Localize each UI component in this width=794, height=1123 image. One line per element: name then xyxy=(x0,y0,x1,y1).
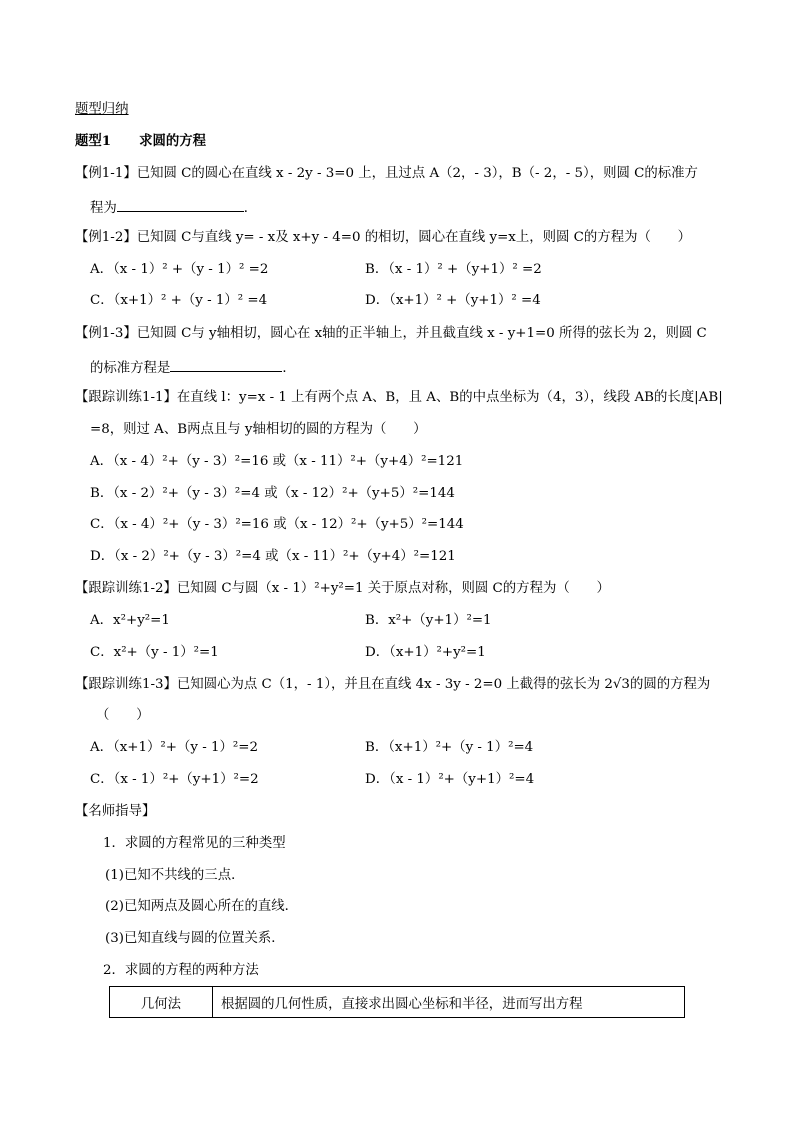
training-1-2-stem: 【跟踪训练1-2】已知圆 C与圆（x - 1）²+y²=1 关于原点对称，则圆 C的方程为（ ） xyxy=(75,581,610,596)
table-row xyxy=(110,987,685,1018)
training-1-3-line2: （ ） xyxy=(96,708,150,723)
methods-table xyxy=(109,986,685,1018)
guide-item-3: (3)已知直线与圆的位置关系． xyxy=(105,931,285,946)
answer-blank[interactable] xyxy=(117,197,244,212)
example-1-1-prefix: 程为 xyxy=(90,201,117,216)
example-1-1-suffix: ． xyxy=(243,201,258,216)
method-name: 几何法 xyxy=(110,987,213,1018)
guide-point-1: 1．求圆的方程常见的三种类型 xyxy=(103,836,286,851)
training-1-3-option-b[interactable]: B．（x+1）²+（y - 1）²=4 xyxy=(365,740,534,755)
training-1-3-option-a[interactable]: A．（x+1）²+（y - 1）²=2 xyxy=(90,740,259,755)
training-1-2-option-d[interactable]: D．（x+1）²+y²=1 xyxy=(365,645,486,660)
training-1-2-option-b[interactable]: B．x²+（y+1）²=1 xyxy=(365,613,492,628)
guide-title: 【名师指导】 xyxy=(75,804,156,819)
example-1-2-stem: 【例1-2】已知圆 C与直线 y= - x及 x+y - 4=0 的相切，圆心在直线 y=x上，则圆 C的方程为（ ） xyxy=(75,230,692,245)
type-heading xyxy=(75,132,206,150)
training-1-2-option-c[interactable]: C．x²+（y - 1）²=1 xyxy=(90,645,219,660)
type-title: 求圆的方程 xyxy=(139,133,207,149)
example-1-2-option-d[interactable]: D．（x+1）² +（y+1）² =4 xyxy=(365,293,541,308)
training-1-3-line1: 【跟踪训练1-3】已知圆心为点 C（1，- 1），并且在直线 4x - 3y - 2=0 上截得的弦长为 2√3的圆的方程为 xyxy=(75,677,711,692)
training-1-3-option-d[interactable]: D．（x - 1）²+（y+1）²=4 xyxy=(365,772,535,787)
type-label: 题型1 xyxy=(75,133,112,149)
answer-blank[interactable] xyxy=(170,357,282,372)
example-1-1-line2 xyxy=(90,197,257,218)
method-description: 根据圆的几何性质，直接求出圆心坐标和半径，进而写出方程 xyxy=(213,987,685,1018)
guide-item-2: (2)已知两点及圆心所在的直线． xyxy=(105,899,299,914)
training-1-1-option-c[interactable]: C．（x - 4）²+（y - 3）²=16 或（x - 12）²+（y+5）²=144 xyxy=(90,517,464,532)
training-1-1-option-b[interactable]: B．（x - 2）²+（y - 3）²=4 或（x - 12）²+（y+5）²=144 xyxy=(90,486,455,501)
example-1-2-option-b[interactable]: B．（x - 1）² +（y+1）² =2 xyxy=(365,262,542,277)
example-1-3-suffix: ． xyxy=(282,361,296,376)
example-1-2-option-a[interactable]: A．（x - 1）² +（y - 1）² =2 xyxy=(90,262,269,277)
example-1-3-line1: 【例1-3】已知圆 C与 y轴相切，圆心在 x轴的正半轴上，并且截直线 x - y+1=0 所得的弦长为 2，则圆 C xyxy=(75,326,707,341)
training-1-2-option-a[interactable]: A．x²+y²=1 xyxy=(90,613,170,628)
example-1-3-prefix: 的标准方程是 xyxy=(90,361,171,376)
training-1-1-line1: 【跟踪训练1-1】在直线 l：y=x - 1 上有两个点 A、B，且 A、B的中点坐标为（4，3），线段 AB的长度|AB| xyxy=(75,390,723,405)
example-1-2-option-c[interactable]: C．（x+1）² +（y - 1）² =4 xyxy=(90,293,268,308)
example-1-3-line2 xyxy=(90,357,296,378)
example-1-1-line1: 【例1-1】已知圆 C的圆心在直线 x - 2y - 3=0 上，且过点 A（2，- 3），B（- 2，- 5），则圆 C的标准方 xyxy=(75,166,698,181)
guide-point-2: 2．求圆的方程的两种方法 xyxy=(103,963,259,978)
training-1-1-option-a[interactable]: A．（x - 4）²+（y - 3）²=16 或（x - 11）²+（y+4）²=121 xyxy=(90,454,464,469)
section-title: 题型归纳 xyxy=(75,102,129,117)
guide-item-1: (1)已知不共线的三点． xyxy=(105,868,245,883)
training-1-1-option-d[interactable]: D．（x - 2）²+（y - 3）²=4 或（x - 11）²+（y+4）²=121 xyxy=(90,549,456,564)
training-1-1-line2: =8，则过 A、B两点且与 y轴相切的圆的方程为（ ） xyxy=(90,422,427,437)
training-1-3-option-c[interactable]: C．（x - 1）²+（y+1）²=2 xyxy=(90,772,259,787)
